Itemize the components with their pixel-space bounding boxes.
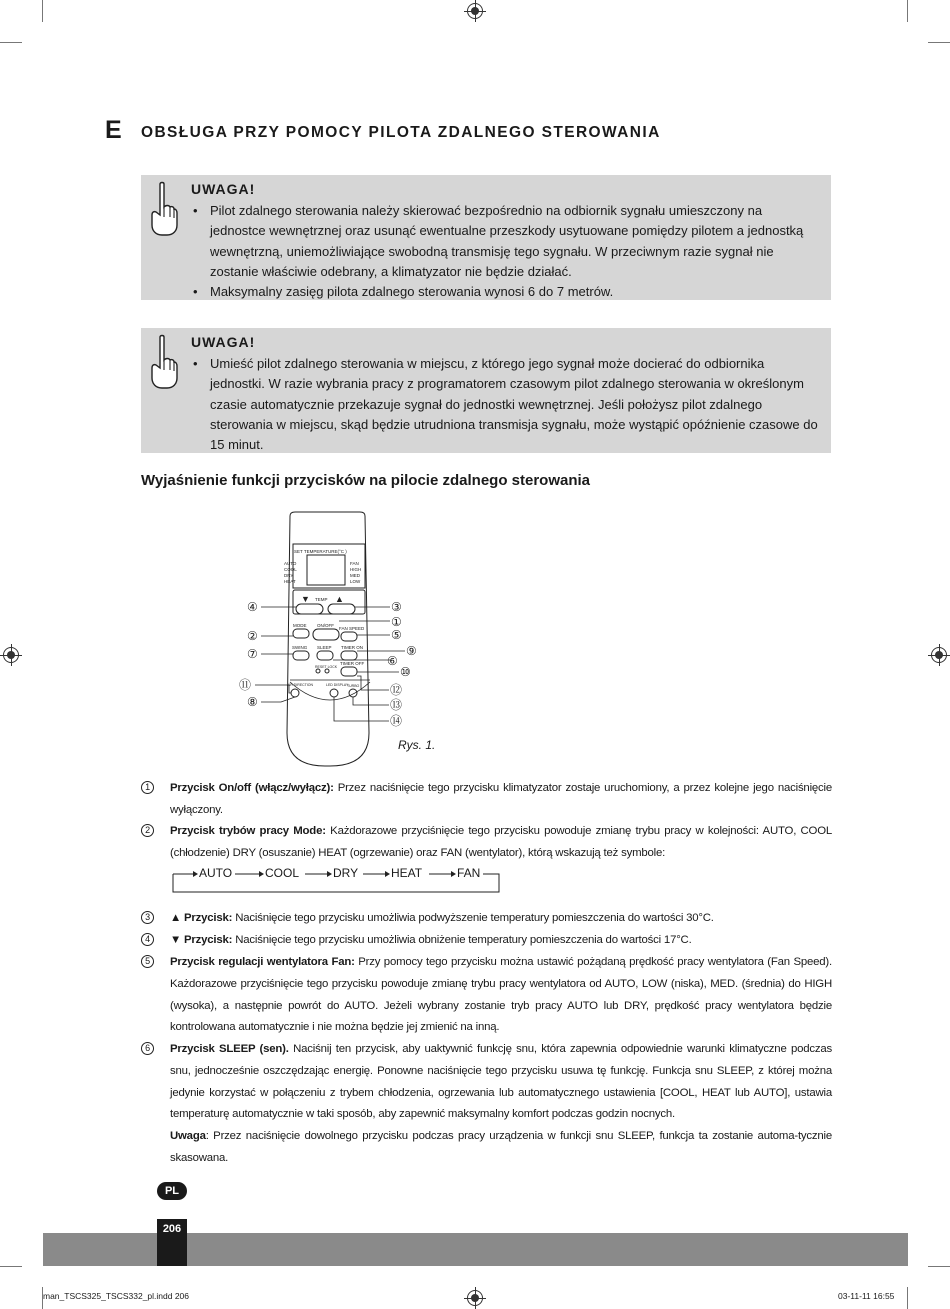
up-arrow-icon: ▲ [335,594,344,604]
button-label: TURBO [347,684,360,688]
temp-label: TEMP [315,597,328,602]
notice-title: UWAGA! [191,181,256,197]
button-label: RESET LOCK [315,665,338,669]
button-label: ON/OFF [317,623,334,628]
crop-mark [42,0,43,22]
item-label: Przycisk SLEEP (sen). [170,1043,289,1055]
notice-bullet: • Umieść pilot zdalnego sterowania w miejscu, z którego jego sygnał może docierać do odbiornika jednostki. W razie wybrania pracy z programatorem czasowym pilot zdalnego sterowania w określonym czasie automatycznie przekazuje sygnał do jednostki wewnętrznej. Jeśli położysz pilot zdalnego sterowania w miejscu, skąd będzie utrudniona transmisja sygnału, może wystąpić opóźnienie czasowe do 15 minut. [191,354,821,455]
callout-number: ⑩ [400,665,411,679]
item-text: Każdorazowe przyciśnięcie tego przycisku powoduje zmianę trybu pracy w kolejności: AUTO, COOL (chłodzenie) DRY (osuszanie) HEAT (ogrzewanie) oraz FAN (wentylator), którą wskazują też symbole: [170,825,833,859]
crop-mark [928,1266,950,1267]
sleep-button [317,651,333,660]
item-text: Przy pomocy tego przycisku można ustawić pożądaną prędkość pracy wentylatora (Fan Speed). Każdorazowe przyciśnięcie tego przycisku powoduje zmianę trybu pracy wentylatora od AUTO, LOW (niska), MED. (średnia) do HIGH (wysoka), a następnie powrót do AUTO. Jeżeli wybrany zostanie tryb pracy AUTO lub DRY, prędkość pracy wentylatora będzie kontrolowana automatycznie i nie można będzie jej zmienić na inną. [170,956,832,1034]
callout-number: ④ [247,600,258,614]
swing-button [293,651,309,660]
flow-mode-label: COOL [265,866,300,880]
callout-number: ⑨ [406,644,417,658]
remote-control-diagram [235,508,415,770]
function-item [141,778,832,822]
fan-speed-button [341,632,357,641]
fan-label: FAN [350,561,359,566]
fan-label: HIGH [350,567,362,572]
callout-number: ② [247,629,258,643]
pointing-hand-icon [148,181,178,237]
warning-notice [141,175,831,300]
item-text: Naciśnij ten przycisk, aby uaktywnić funkcję snu, która zapewnia odpowiednie warunki klimatyczne podczas snu, jednocześnie oszczędzając energię. Ponowne naciśnięcie tego przycisku usuwa tę funkcję. Funkcja snu SLEEP, z której można jedynie korzystać w połączeniu z trybem chłodzenia, ogrzewania lub automatycznego ustawienia [COOL, HEAT lub AUTO], ustawia temperaturę automatycznie w taki sposób, aby zapewnić maksymalny komfort podczas godzin nocnych. [170,1043,832,1121]
crop-mark [907,1287,908,1309]
mode-label: AUTO [284,561,297,566]
section-letter: E [105,116,123,144]
air-direction-button [291,689,299,697]
temp-up-button [328,604,355,614]
timer-off-button [341,667,357,676]
callout-number: ⑤ [391,628,402,642]
callout-number: ⑭ [390,714,403,728]
notice-title: UWAGA! [191,334,256,350]
pointing-hand-icon [148,334,178,390]
print-slug: man_TSCS325_TSCS332_pl.indd 206 [43,1291,190,1301]
crop-mark [907,0,908,22]
button-label: AIR DIRECTION [287,683,314,687]
item-number: 5 [141,955,154,968]
section-title: OBSŁUGA PRZY POMOCY PILOTA ZDALNEGO STEROWANIA [141,124,661,141]
button-label: LED DISPLAY [326,683,349,687]
item-text: Naciśnięcie tego przycisku umożliwia obniżenie temperatury pomieszczenia do wartości 17°C. [232,934,692,946]
note-text: : Przez naciśnięcie dowolnego przycisku podczas pracy urządzenia w funkcji snu SLEEP, funkcja ta zostanie automa-tycznie skasowana. [170,1130,832,1164]
warning-notice [141,328,831,453]
item-label: Przycisk On/off (włącz/wyłącz): [170,782,334,794]
item-number: 4 [141,933,154,946]
button-label: SLEEP [317,645,332,650]
item-number: 3 [141,911,154,924]
button-label: FAN SPEED [339,626,365,631]
item-text: Przez naciśnięcie tego przycisku klimatyzator zostaje uruchomiony, a przez kolejne jego naciśnięcie wyłączony. [170,782,832,816]
language-badge: PL [157,1182,187,1200]
mode-label: DRY [284,573,294,578]
note-label: Uwaga [170,1130,206,1143]
mode-label: HEAT [284,579,296,584]
fan-label: MED [350,573,360,578]
callout-number: ⑫ [390,683,403,697]
temp-down-button [296,604,323,614]
notice-bullet: • Pilot zdalnego sterowania należy skierować bezpośrednio na odbiornik sygnału umieszczony na jednostce wewnętrznej oraz usunąć ewentualne przeszkody usytuowane pomiędzy pilotem a jednostką wewnętrzną, uniemożliwiające swobodną transmisję tego sygnału. W przeciwnym razie sygnał nie zostanie właściwie odebrany, a klimatyzator nie będzie działać. [191,201,821,282]
notice-bullet: • Maksymalny zasięg pilota zdalnego sterowania wynosi 6 do 7 metrów. [191,282,821,302]
section-subheading: Wyjaśnienie funkcji przycisków na pilocie zdalnego sterowania [141,472,591,489]
mode-flow-diagram [171,866,501,894]
registration-mark-icon [467,1290,483,1306]
item-text: Naciśnięcie tego przycisku umożliwia podwyższenie temperatury pomieszczenia do wartości 30°C. [232,912,714,924]
function-item [141,952,832,1039]
callout-number: ⑪ [239,678,252,692]
callout-number: ⑧ [247,695,258,709]
item-label: ▼ Przycisk: [170,934,233,946]
down-arrow-icon: ▼ [301,594,310,604]
reset-button [316,669,320,673]
callout-number: ① [391,615,402,629]
figure-caption: Rys. 1. [398,738,436,752]
function-item [141,908,832,930]
fan-label: LOW [350,579,361,584]
flow-mode-label: HEAT [391,866,423,880]
lock-button [325,669,329,673]
item-number: 2 [141,824,154,837]
mode-label: COOL [284,567,297,572]
flow-mode-label: DRY [333,866,359,880]
callout-number: ③ [391,600,402,614]
flow-mode-label: FAN [457,866,481,880]
button-label: TIMER ON [341,645,363,650]
callout-number: ⑦ [247,647,258,661]
crop-mark [0,1266,22,1267]
function-item [141,1039,832,1170]
print-date: 03-11-11 16:55 [838,1291,895,1301]
crop-mark [928,42,950,43]
item-label: ▲ Przycisk: [170,912,233,924]
registration-mark-icon [467,3,483,19]
item-label: Przycisk trybów pracy Mode: [170,825,326,837]
registration-mark-icon [931,647,947,663]
function-item [141,821,832,865]
crop-mark [0,42,22,43]
item-number: 1 [141,781,154,794]
function-item [141,930,832,952]
registration-mark-icon [3,647,19,663]
button-label: SWING [292,645,308,650]
on-off-button [313,629,339,640]
callout-number: ⑬ [390,698,403,712]
callout-number: ⑥ [387,654,398,668]
button-label: TIMER OFF [340,661,365,666]
button-label: MODE [293,623,307,628]
item-label: Przycisk regulacji wentylatora Fan: [170,956,355,968]
mode-button [293,629,309,638]
remote-lcd [307,555,345,585]
page-number: 206 [157,1219,187,1266]
flow-mode-label: AUTO [199,866,233,880]
timer-on-button [341,651,357,660]
led-display-button [330,689,338,697]
item-number: 6 [141,1042,154,1055]
display-label: SET TEMPERATURE(°C ) [294,549,347,554]
